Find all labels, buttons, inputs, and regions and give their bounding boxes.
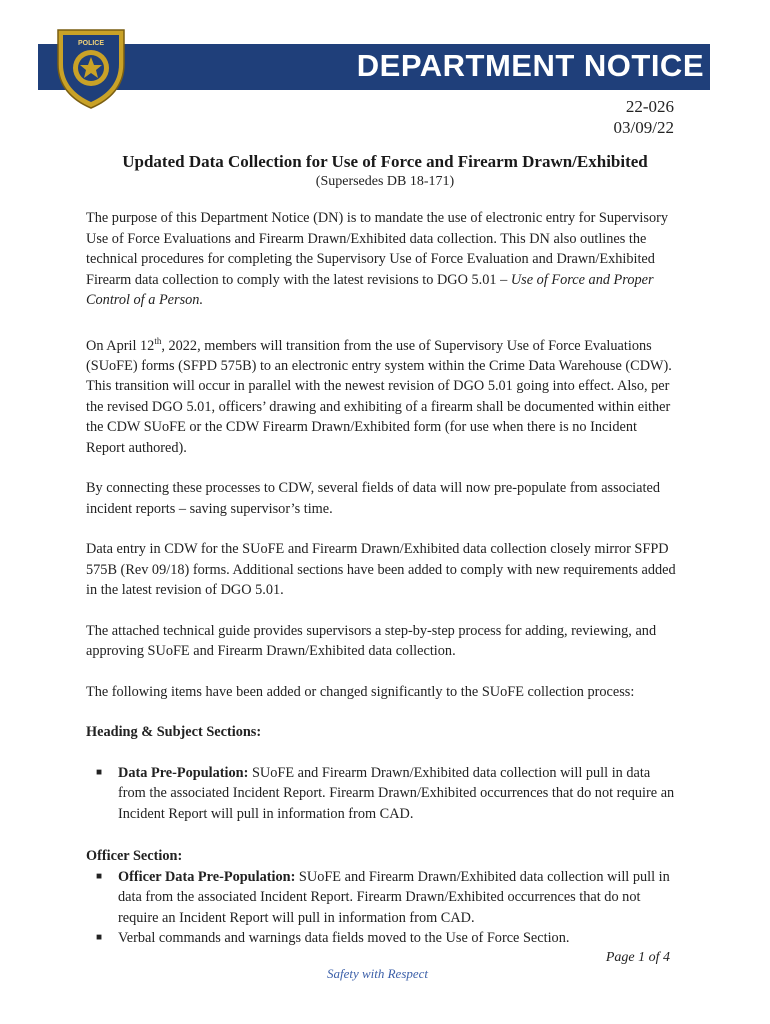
section-heading-officer: Officer Section: xyxy=(86,848,183,865)
list-item xyxy=(96,763,676,825)
notice-number: 22-026 xyxy=(625,97,674,116)
paragraph-technical-guide: The attached technical guide provides supervisors a step-by-step process for adding, reviewing, and approving SUoFE and Firearm Drawn/Exhibited data collection. xyxy=(86,622,657,660)
footer-slogan: Safety with Respect xyxy=(326,966,429,981)
section-heading-subject: Heading & Subject Sections: xyxy=(86,724,262,741)
paragraph-items-intro: The following items have been added or changed significantly to the SUoFE collection process: xyxy=(86,683,635,700)
notice-date: 03/09/22 xyxy=(613,118,674,137)
paragraph-cdw: By connecting these processes to CDW, several fields of data will now pre-populate from associated incident reports – saving supervisor’s time. xyxy=(86,480,660,517)
document-body xyxy=(86,208,676,949)
bullet-icon: ■ xyxy=(96,870,103,882)
document-title: Updated Data Collection for Use of Force and Firearm Drawn/Exhibited xyxy=(122,152,648,171)
notice-number-block xyxy=(614,96,674,138)
subject-section-list xyxy=(86,763,676,825)
list-item-title: Officer Data Pre-Population: xyxy=(118,868,296,885)
dgo-reference: Use of Force and Proper Control of a Person. xyxy=(86,271,654,308)
paragraph-purpose xyxy=(86,208,676,311)
banner-title: DEPARTMENT NOTICE xyxy=(356,48,704,83)
ordinal-suffix: th xyxy=(154,335,162,346)
department-notice-banner xyxy=(38,44,710,90)
list-item-text: SUoFE and Firearm Drawn/Exhibited data collection will pull in data from the associated Incident Report. Firearm Drawn/Exhibited occurrences that do not require an Incident Report will pull in information from CAD. xyxy=(118,868,670,926)
list-item xyxy=(96,928,676,949)
page-number: Page 1 of 4 xyxy=(605,950,670,965)
officer-section-list xyxy=(86,867,676,949)
list-item xyxy=(96,867,676,929)
paragraph-data-entry: Data entry in CDW for the SUoFE and Firearm Drawn/Exhibited data collection closely mirror SFPD 575B (Rev 09/18) forms. Additional sections have been added to comply with new requirements added in the latest revision of DGO 5.01. xyxy=(86,541,676,599)
paragraph-purpose-text: The purpose of this Department Notice (DN) is to mandate the use of electronic entry for Supervisory Use of Force Evaluations and Firearm Drawn/Exhibited data collection. This DN also outlines the technical procedures for completing the Supervisory Use of Force Evaluation and Drawn/Exhibited Firearm data collection to comply with the latest revisions to DGO 5.01 – xyxy=(86,210,669,288)
paragraph-transition xyxy=(86,331,676,459)
list-item-text: SUoFE and Firearm Drawn/Exhibited data collection will pull in data from the associated Incident Report. Firearm Drawn/Exhibited occurrences that do not require an Incident Report will pull in information from CAD. xyxy=(118,764,675,822)
list-item-title: Data Pre-Population: xyxy=(118,764,249,781)
bullet-icon: ■ xyxy=(96,766,103,778)
document-subtitle: (Supersedes DB 18-171) xyxy=(315,174,455,189)
list-item-text: Verbal commands and warnings data fields moved to the Use of Force Section. xyxy=(118,930,570,947)
paragraph-transition-rest: , 2022, members will transition from the use of Supervisory Use of Force Evaluations (SUoFE) forms (SFPD 575B) to an electronic entry system within the Crime Data Warehouse (CDW). This transition will occur in parallel with the newest revision of DGO 5.01 going into effect. Also, per the revised DGO 5.01, officers’ drawing and exhibiting of a firearm shall be documented within either the CDW SUoFE or the CDW Firearm Drawn/Exhibited form (for use when there is no Incident Report authored). xyxy=(86,337,672,456)
paragraph-transition-start: On April 12 xyxy=(86,337,155,354)
svg-text:POLICE: POLICE xyxy=(77,40,105,47)
bullet-icon: ■ xyxy=(96,932,103,944)
sfpd-star-badge-icon xyxy=(52,24,130,110)
